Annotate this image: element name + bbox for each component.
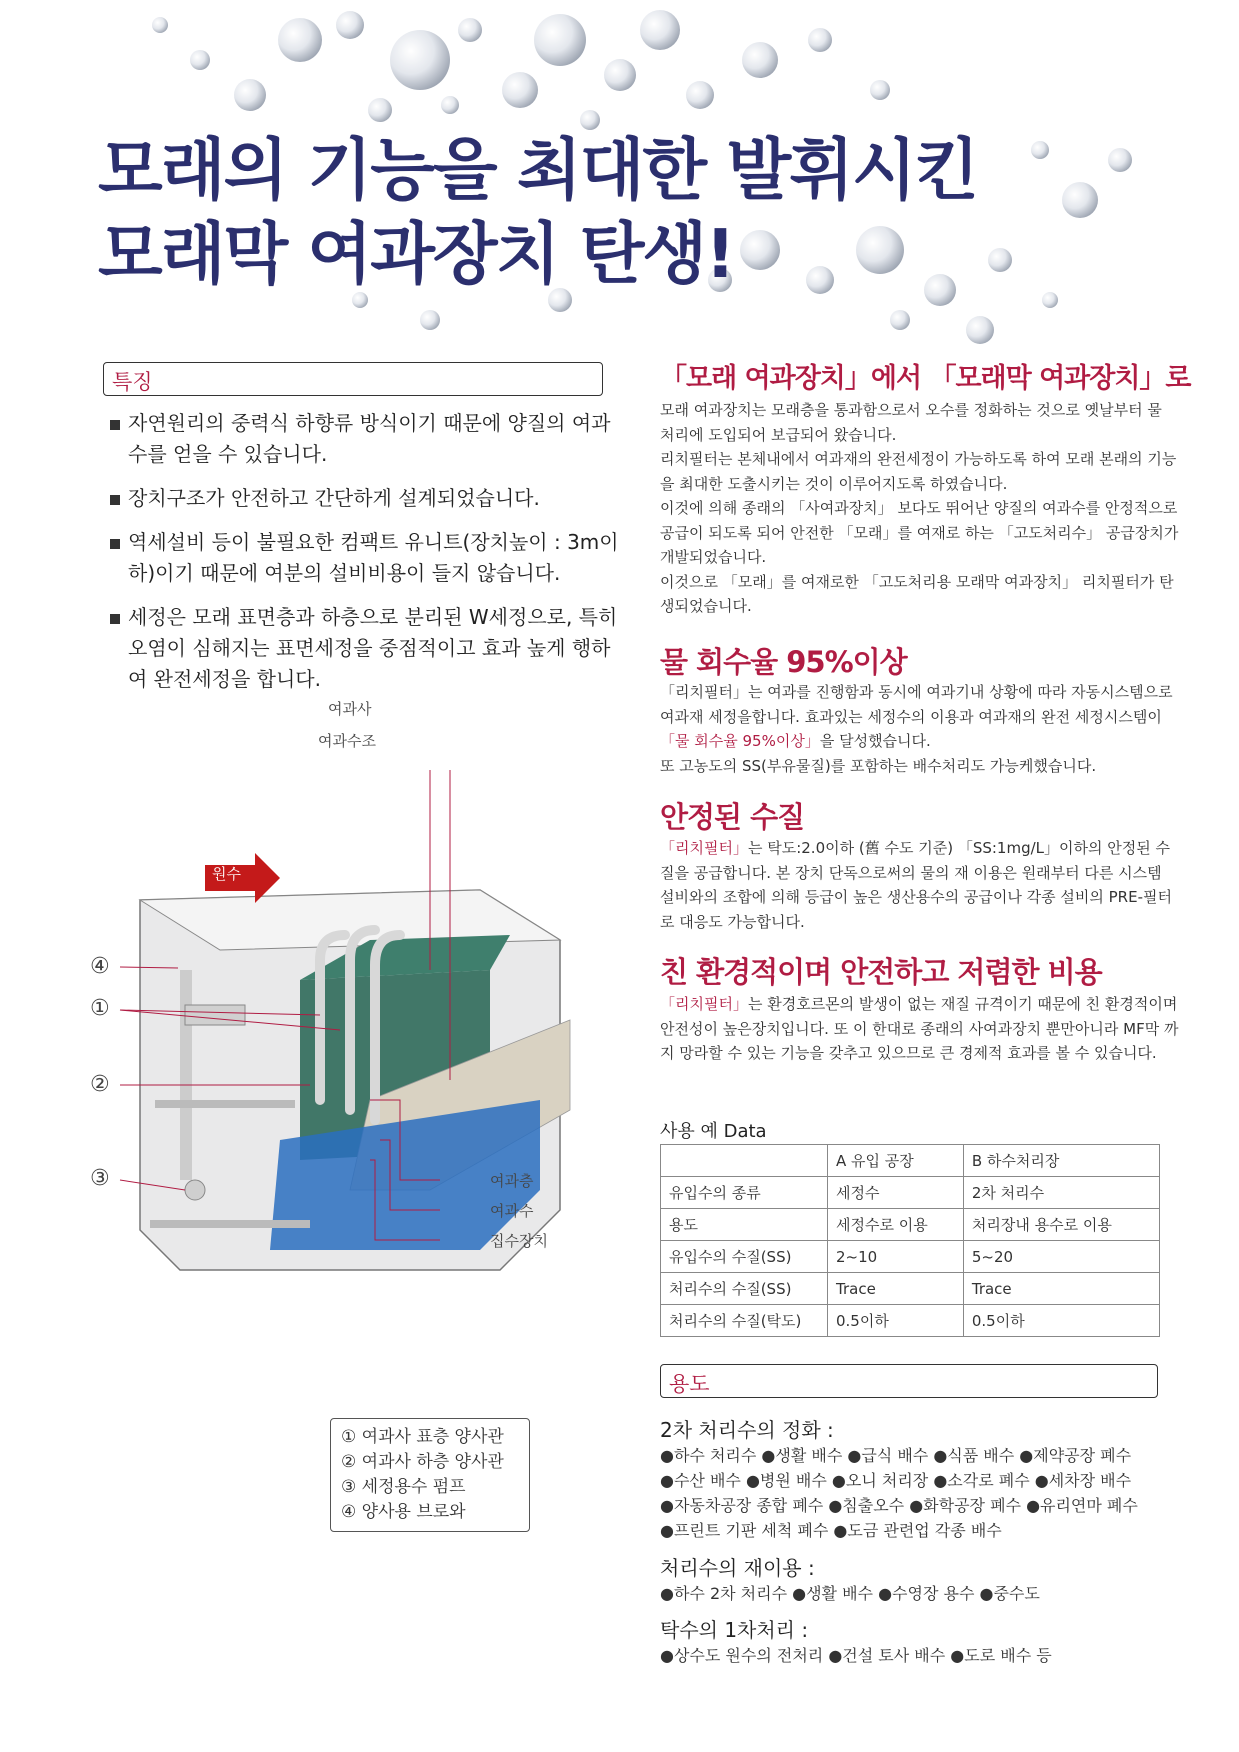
table-cell: 유입수의 종류 [661,1177,828,1209]
usage-group-list [660,1643,1220,1668]
feature-item: 장치구조가 안전하고 간단하게 설계되었습니다. [108,483,628,514]
usage-group-list [660,1443,1220,1543]
table-cell: 세정수 [828,1177,964,1209]
highlight-text: 「물 회수율 95%이상」 [660,732,820,750]
section-title-recovery: 물 회수율 95%이상 [660,645,907,679]
table-header [661,1145,828,1177]
usage-line: ●프린트 기판 세척 폐수 ●도금 관련업 각종 배수 [660,1521,1002,1540]
highlight-text: 「리치필터」 [660,839,748,857]
feature-item: 자연원리의 중력식 하향류 방식이기 때문에 양질의 여과수를 얻을 수 있습니다. [108,408,628,470]
filter-unit-diagram [70,700,630,1410]
table-header: A 유입 공장 [828,1145,964,1177]
label-filtered-water: 여과수 [490,1202,534,1220]
features-list [108,408,628,708]
feature-item: 역세설비 등이 불필요한 컴팩트 유니트(장치높이 : 3m이하)이기 때문에 여분의 설비비용이 들지 않습니다. [108,527,628,589]
table-cell: 0.5이하 [963,1305,1159,1337]
callout-3: ③ [90,1166,110,1191]
highlight-text: 「리치필터」 [660,995,748,1013]
paragraph: 이것에 의해 종래의 「사여과장치」 보다도 뛰어난 양질의 여과수를 안정적으로 공급이 되도록 되어 안전한 「모래」를 여재로 하는 「고도처리수」 공급장치가 개발되었습니다. [660,499,1179,566]
usage-heading-box [660,1364,1158,1398]
table-row [661,1305,1160,1337]
usage-line: ●상수도 원수의 전처리 ●건설 토사 배수 ●도로 배수 등 [660,1646,1052,1665]
text: 는 탁도:2.0이하 (舊 수도 기준) 「SS:1mg/L」이하의 안정된 수질을 공급합니다. 본 장치 단독으로써의 물의 재 이용은 원래부터 다른 시스템 설비와의 조합에 의해 등급이 높은 생산용수의 공급이나 각종 설비의 PRE-필터로 대응도 가능합니다. [660,839,1172,931]
label-raw-water: 원수 [212,865,241,883]
usage-group-list [660,1581,1220,1606]
table-row [661,1241,1160,1273]
feature-item: 세정은 모래 표면층과 하층으로 분리된 W세정으로, 특히 오염이 심해지는 표면세정을 중점적이고 효과 높게 행하여 완전세정을 합니다. [108,602,628,695]
label-filter-sand: 여과사 [328,700,372,718]
table-row [661,1273,1160,1305]
usage-group-title: 탁수의 1차처리 : [660,1618,809,1642]
blower-shape [185,1005,245,1025]
section-body-recovery [660,680,1180,778]
label-filter-layer: 여과층 [490,1172,534,1190]
paragraph: 모래 여과장치는 모래층을 통과함으로서 오수를 정화하는 것으로 옛날부터 물 처리에 도입되어 보급되어 왔습니다. [660,401,1162,444]
table-row [661,1177,1160,1209]
table-cell: 5~20 [963,1241,1159,1273]
text: 는 환경호르몬의 발생이 없는 재질 규격이기 때문에 친 환경적이며 안전성이 높은장치입니다. 또 이 한대로 종래의 사여과장치 뿐만아니라 MF막 까지 망라할 수 있는 기능을 갖추고 있으므로 큰 경제적 효과를 볼 수 있습니다. [660,995,1179,1062]
paragraph: 리치필터는 본체내에서 여과재의 완전세정이 가능하도록 하여 모래 본래의 기능을 최대한 도출시키는 것이 이루어지도록 하였습니다. [660,450,1177,493]
main-headline [98,128,977,296]
table-cell: 처리장내 용수로 이용 [963,1209,1159,1241]
paragraph: 또 고농도의 SS(부유물질)를 포함하는 배수처리도 가능케했습니다. [660,756,1097,775]
legend-item: ② 여과사 하층 양사관 [341,1452,504,1472]
callout-2: ② [90,1072,110,1097]
usage-line: ●자동차공장 종합 폐수 ●침출오수 ●화학공장 폐수 ●유리연마 폐수 [660,1496,1138,1515]
callout-1: ① [90,996,110,1021]
shelf [155,1100,295,1108]
features-heading: 특징 [112,370,153,394]
table-cell: Trace [963,1273,1159,1305]
headline-line-2: 모래막 여과장치 탄생! [98,215,734,293]
table-header: B 하수처리장 [963,1145,1159,1177]
usage-line: ●하수 처리수 ●생활 배수 ●급식 배수 ●식품 배수 ●제약공장 폐수 [660,1446,1132,1465]
usage-line: ●수산 배수 ●병원 배수 ●오니 처리장 ●소각로 폐수 ●세차장 배수 [660,1471,1132,1490]
features-heading-box [103,362,603,396]
section-title-quality: 안정된 수질 [660,800,805,834]
table-cell: 용도 [661,1209,828,1241]
legend-item: ① 여과사 표층 양사관 [341,1427,504,1447]
legend-item: ③ 세정용수 펌프 [341,1477,466,1497]
table-cell: 세정수로 이용 [828,1209,964,1241]
table-cell: 0.5이하 [828,1305,964,1337]
usage-data-title: 사용 예 Data [660,1121,767,1142]
section-title-eco: 친 환경적이며 안전하고 저렴한 비용 [660,955,1102,989]
usage-group-title: 2차 처리수의 정화 : [660,1418,834,1442]
usage-data-table [660,1144,1160,1337]
paragraph [660,680,1180,754]
table-cell: 2차 처리수 [963,1177,1159,1209]
frame-left [180,970,192,1180]
table-cell: Trace [828,1273,964,1305]
table-cell: 처리수의 수질(SS) [661,1273,828,1305]
section-title-sand-filter: 「모래 여과장치」에서 「모래막 여과장치」로 [660,363,1191,394]
section-body-eco [660,992,1180,1066]
paragraph: 이것으로 「모래」를 여재로한 「고도처리용 모래막 여과장치」 리치필터가 탄생되었습니다. [660,572,1174,615]
usage-group-title: 처리수의 재이용 : [660,1556,815,1580]
filter-unit-illustration [70,770,630,1410]
section-body-quality [660,836,1180,934]
callout-4: ④ [90,954,110,979]
text: 을 달성했습니다. [819,732,931,750]
table-cell: 처리수의 수질(탁도) [661,1305,828,1337]
headline-line-1: 모래의 기능을 최대한 발휘시킨 [98,131,978,209]
diagram-legend [330,1418,530,1532]
table-header-row [661,1145,1160,1177]
table-cell: 2~10 [828,1241,964,1273]
section-body-sand-filter [660,398,1180,619]
table-cell: 유입수의 수질(SS) [661,1241,828,1273]
table-row [661,1209,1160,1241]
label-filter-tank: 여과수조 [318,732,376,750]
base-shelf [150,1220,310,1228]
usage-heading: 용도 [669,1372,710,1396]
label-collector: 집수장치 [490,1232,548,1250]
usage-line: ●하수 2차 처리수 ●생활 배수 ●수영장 용수 ●중수도 [660,1584,1040,1603]
legend-item: ④ 양사용 브로와 [341,1502,466,1522]
pump-shape [185,1180,205,1200]
text: 「리치필터」는 여과를 진행함과 동시에 여과기내 상황에 따라 자동시스템으로 여과재 세정을합니다. 효과있는 세정수의 이용과 여과재의 완전 세정시스템이 [660,683,1173,726]
